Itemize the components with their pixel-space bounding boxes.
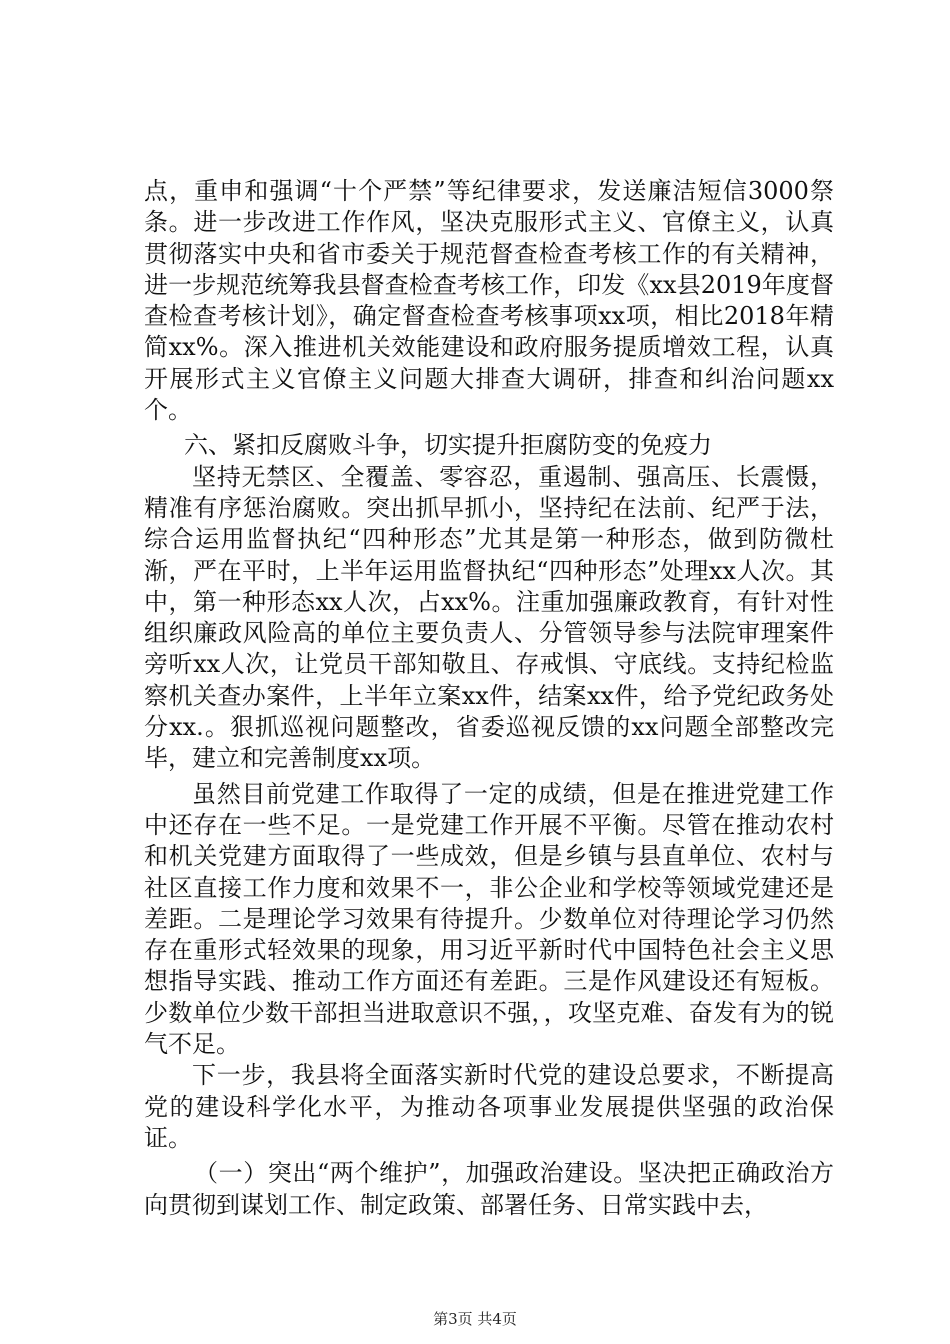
paragraph-6: （一）突出“两个维护”，加强政治建设。坚决把正确政治方向贯彻到谋划工作、制定政策、部署任务、日常实践中去，	[144, 1159, 834, 1219]
paragraph-5: 下一步，我县将全面落实新时代党的建设总要求，不断提高党的建设科学化水平，为推动各项事业发展提供坚强的政治保证。	[144, 1061, 834, 1152]
paragraph-1: 点，重申和强调“十个严禁”等纪律要求，发送廉洁短信3000祭条。进一步改进工作作风，坚决克服形式主义、官僚主义，认真贯彻落实中央和省市委关于规范督查检查考核工作的有关精神，进一步规范统筹我县督查检查考核工作，印发《xx县2019年度督查检查考核计划》，确定督查检查考核事项xx项，相比2018年精简xx%。深入推进机关效能建设和政府服务提质增效工程，认真开展形式主义官僚主义问题大排查大调研，排查和纠治问题xx个。	[144, 177, 834, 425]
paragraph-3: 坚持无禁区、全覆盖、零容忍，重遏制、强高压、长震慑，精准有序惩治腐败。突出抓早抓小，坚持纪在法前、纪严于法，综合运用监督执纪“四种形态”尤其是第一种形态，做到防微杜渐，严在平时，上半年运用监督执纪“四种形态”处理xx人次。其中，第一种形态xx人次，占xx%。注重加强廉政教育，有针对性组织廉政风险高的单位主要负责人、分管领导参与法院审理案件旁听xx人次，让党员干部知敬且、存戒惧、守底线。支持纪检监察机关查办案件，上半年立案xx件，结案xx件，给予党纪政务处分xx.。狠抓巡视问题整改，省委巡视反馈的xx问题全部整改完毕，建立和完善制度xx项。	[144, 462, 834, 773]
page-number-footer: 第3页 共4页	[433, 1310, 517, 1328]
paragraph-4: 虽然目前党建工作取得了一定的成绩，但是在推进党建工作中还存在一些不足。一是党建工作开展不平衡。尽管在推动农村和机关党建方面取得了一些成效，但是乡镇与县直单位、农村与社区直接工作力度和效果不一，非公企业和学校等领域党建还是差距。二是理论学习效果有待提升。少数单位对待理论学习仍然存在重形式轻效果的现象，用习近平新时代中国特色社会主义思想指导实践、推动工作方面还有差距。三是作风建设还有短板。少数单位少数干部担当进取意识不强，，攻坚克难、奋发有为的锐气不足。	[144, 779, 834, 1059]
document-body	[144, 176, 834, 1221]
section-heading-6: 六、紧扣反腐败斗争，切实提升拒腐防变的免疫力	[184, 431, 712, 460]
